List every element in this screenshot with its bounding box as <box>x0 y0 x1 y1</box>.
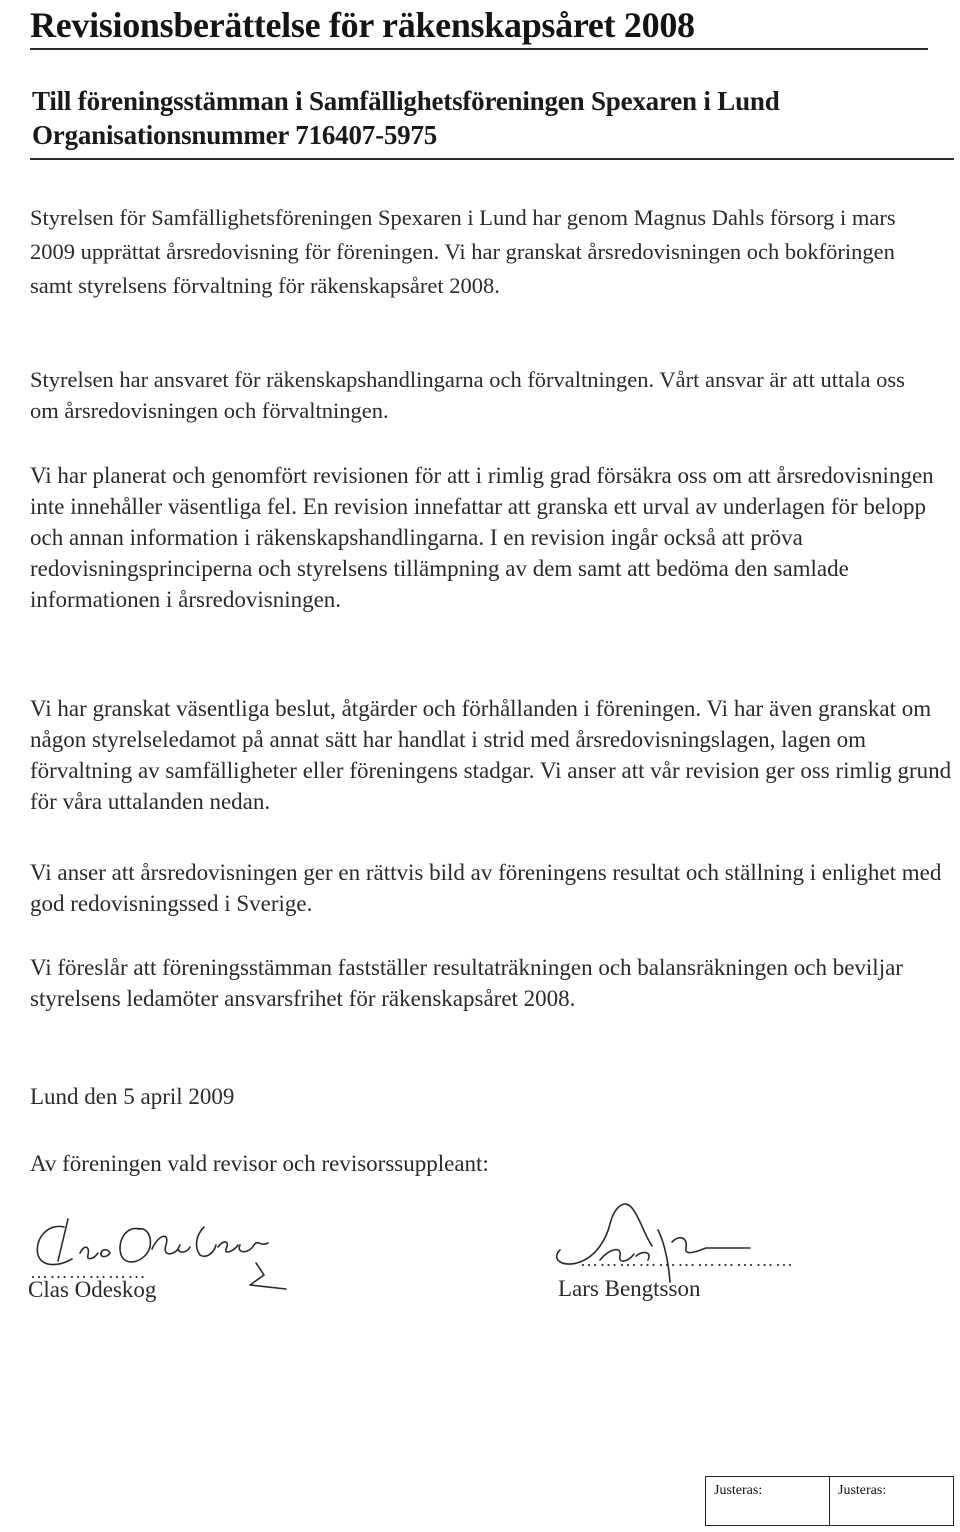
signature-dotted-line: …………………………… <box>580 1250 795 1270</box>
title-underline <box>30 48 928 50</box>
signatories-intro: Av föreningen vald revisor och revisorssuppleant: <box>30 1151 489 1176</box>
paragraph-opinion: Vi anser att årsredovisningen ger en rättvis bild av föreningens resultat och ställning i enlighet med god redovisningssed i Sverige. <box>30 860 942 916</box>
initials-cell-2: Justeras: <box>829 1477 953 1525</box>
document-title: Revisionsberättelse för räkenskapsåret 2008 <box>30 5 695 45</box>
paragraph-proposal: Vi föreslår att föreningsstämman fastställer resultaträkningen och balansräkningen och beviljar styrelsens ledamöter ansvarsfrihet för räkenskapsåret 2008. <box>30 955 903 1011</box>
place-date: Lund den 5 april 2009 <box>30 1084 235 1109</box>
heading-underline <box>30 158 954 160</box>
signatory-name-odeskog: Clas Odeskog <box>28 1277 157 1302</box>
signature-dotted-line: ……………… <box>30 1262 147 1282</box>
org-number-heading: Organisationsnummer 716407-5975 <box>32 120 438 150</box>
paragraph-responsibility: Styrelsen har ansvaret för räkenskapshandlingarna och förvaltningen. Vårt ansvar är att uttala oss om årsredovisningen och förvaltningen. <box>30 367 905 423</box>
addressee-heading: Till föreningsstämman i Samfällighetsföreningen Spexaren i Lund <box>32 86 780 116</box>
initials-box <box>705 1476 954 1526</box>
signature-block-odeskog <box>28 1205 388 1305</box>
paragraph-prepared: Styrelsen för Samfällighetsföreningen Spexaren i Lund har genom Magnus Dahls försorg i mars 2009 upprättat årsredovisning för föreningen. Vi har granskat årsredovisningen och bokföringen samt styrelsens förvaltning för räkenskapsåret 2008. <box>30 205 896 298</box>
signature-block-bengtsson <box>540 1190 820 1305</box>
paragraph-audit-scope: Vi har planerat och genomfört revisionen för att i rimlig grad försäkra oss om att årsredovisningen inte innehåller väsentliga fel. En revision innefattar att granska ett urval av underlagen för belopp och annan information i räkenskapshandlingarna. I en revision ingår också att pröva redovisningsprinciperna och styrelsens tillämpning av dem samt att bedöma den samlade informationen i årsredovisningen. <box>30 463 934 612</box>
initials-cell-1: Justeras: <box>714 1483 763 1498</box>
paragraph-decisions: Vi har granskat väsentliga beslut, åtgärder och förhållanden i föreningen. Vi har även granskat om någon styrelseledamot på annat sätt har handlat i strid med årsredovisningslagen, lagen om förvaltning av samfälligheter eller föreningens stadgar. Vi anser att vår revision ger oss rimlig grund för våra uttalanden nedan. <box>30 696 952 814</box>
signatory-name-bengtsson: Lars Bengtsson <box>558 1276 701 1301</box>
